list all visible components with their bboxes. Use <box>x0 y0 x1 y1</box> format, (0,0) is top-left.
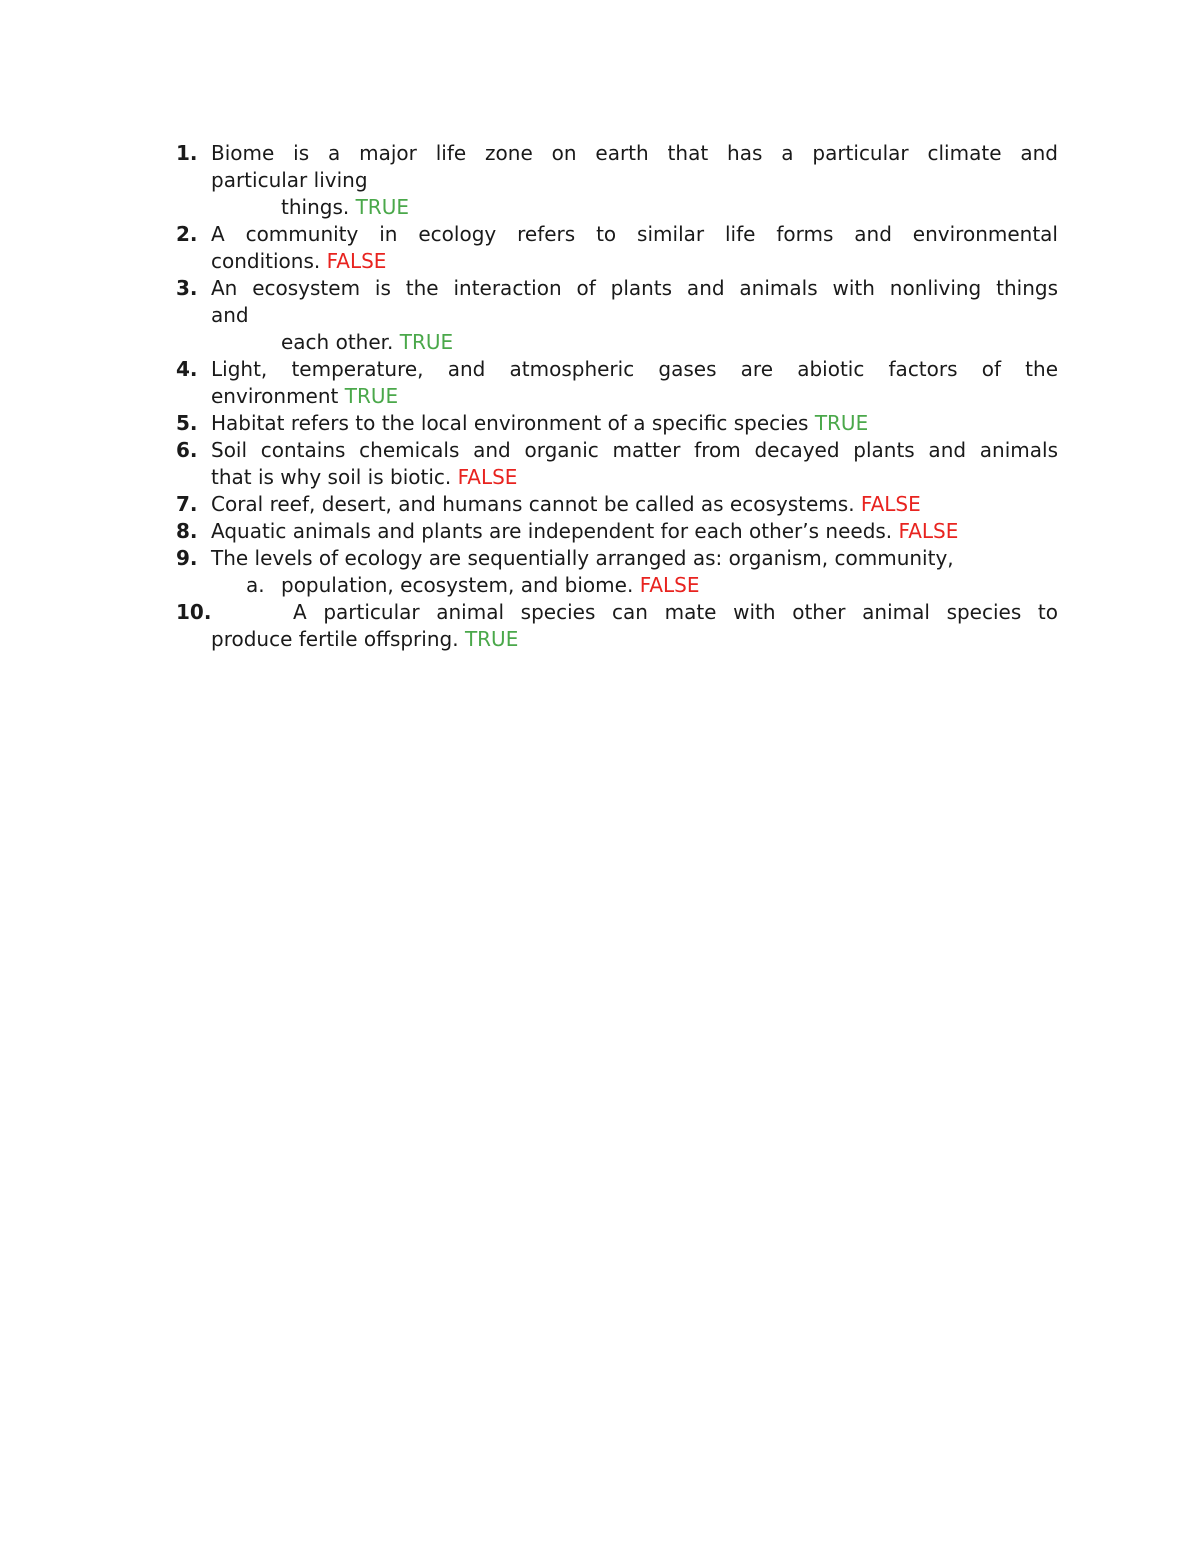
item-text-line <box>211 248 1058 275</box>
list-item <box>176 437 1058 491</box>
item-text-line: A community in ecology refers to similar life forms and environmental <box>211 222 1058 246</box>
answer-false: FALSE <box>639 573 700 597</box>
item-text: environment <box>211 384 339 408</box>
list-item <box>176 491 1058 518</box>
item-text-line <box>211 491 1058 518</box>
list-item <box>176 221 1058 275</box>
item-text: conditions. <box>211 249 321 273</box>
list-item <box>176 518 1058 545</box>
item-text-line <box>211 572 1058 599</box>
item-text-line: Soil contains chemicals and organic matter from decayed plants and animals <box>211 438 1058 462</box>
list-item <box>176 545 1058 599</box>
item-text-line: Light, temperature, and atmospheric gases are abiotic factors of the <box>211 357 1058 381</box>
item-number: 7. <box>176 492 198 516</box>
item-text: Coral reef, desert, and humans cannot be called as ecosystems. <box>211 492 855 516</box>
item-text-line: Biome is a major life zone on earth that has a particular climate and <box>211 141 1058 165</box>
answer-false: FALSE <box>898 519 959 543</box>
item-text-line: A particular animal species can mate with other animal species to <box>293 600 1058 624</box>
item-text: produce fertile offspring. <box>211 627 459 651</box>
list-item <box>176 356 1058 410</box>
item-number: 9. <box>176 546 198 570</box>
item-number: 3. <box>176 276 198 300</box>
item-text-line <box>211 518 1058 545</box>
answer-true: TRUE <box>344 384 399 408</box>
sub-item-marker: a. <box>246 573 265 597</box>
answer-true: TRUE <box>355 195 409 219</box>
item-text-line <box>211 383 1058 410</box>
item-number: 10. <box>176 600 212 624</box>
item-text-line <box>211 626 1058 653</box>
item-number: 6. <box>176 438 198 462</box>
answer-true: TRUE <box>399 330 454 354</box>
answer-false: FALSE <box>326 249 387 273</box>
item-number: 5. <box>176 411 198 435</box>
true-false-list <box>176 140 1058 653</box>
item-text-line: The levels of ecology are sequentially arranged as: organism, community, <box>211 546 954 570</box>
answer-true: TRUE <box>814 411 869 435</box>
item-text-line: and <box>211 303 249 327</box>
item-text: population, ecosystem, and biome. <box>281 573 634 597</box>
item-text: things. <box>281 195 350 219</box>
list-item <box>176 410 1058 437</box>
item-number: 1. <box>176 141 198 165</box>
item-text: each other. <box>281 330 400 354</box>
list-item <box>176 599 1058 653</box>
item-text-line <box>211 194 1058 221</box>
answer-true: TRUE <box>464 627 519 651</box>
item-text: that is why soil is biotic. <box>211 465 458 489</box>
list-item <box>176 275 1058 356</box>
answer-false: FALSE <box>457 465 518 489</box>
item-text: Aquatic animals and plants are independent for each other’s needs. <box>211 519 893 543</box>
item-text: Habitat refers to the local environment of a specific species <box>211 411 809 435</box>
item-number: 2. <box>176 222 198 246</box>
list-item <box>176 140 1058 221</box>
item-text-line <box>211 464 1058 491</box>
item-text-line <box>211 410 1058 437</box>
item-number: 4. <box>176 357 198 381</box>
item-number: 8. <box>176 519 198 543</box>
item-text-line: particular living <box>211 168 368 192</box>
answer-false: FALSE <box>860 492 921 516</box>
item-text-line: An ecosystem is the interaction of plants and animals with nonliving things <box>211 276 1058 300</box>
item-text-line <box>211 329 1058 356</box>
